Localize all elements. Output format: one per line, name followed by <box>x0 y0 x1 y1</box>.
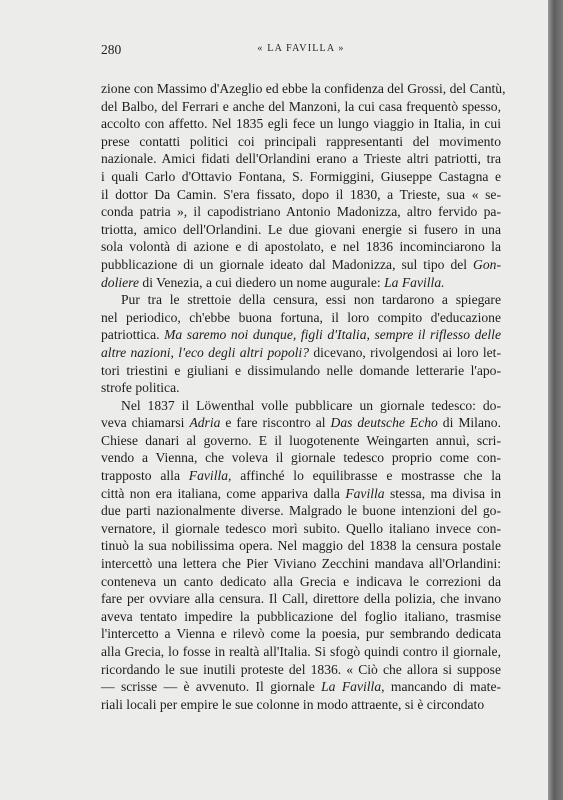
paragraph <box>101 291 501 397</box>
body-text <box>101 80 506 713</box>
scan-background <box>548 0 563 800</box>
text-line: zione con Massimo d'Azeglio ed ebbe la confidenza del Grossi, del Cantù, <box>101 81 506 96</box>
text-line: conda patria », il capodistriano Antonio Madonizza, altro fervido pa- <box>101 204 501 220</box>
text-line: riali locali per empire le sue colonne in modo attraente, si è circondato <box>101 696 485 712</box>
text-line: il dottor Da Camin. S'era fissato, dopo il 1830, a Trieste, sua « se- <box>101 186 501 202</box>
text-line: i quali Carlo d'Ottavio Fontana, S. Formiggini, Giuseppe Castagna e <box>101 168 501 184</box>
text-line: conteneva un canto dedicato alla Grecia e indicava le correzioni da <box>101 573 501 589</box>
text-line: pubblicazione di un giornale ideato dal Madonizza, sul tipo del Gon- <box>101 256 501 272</box>
text-line: vendo a Vienna, che voleva il giornale tedesco proprio come con- <box>101 450 501 466</box>
text-line: Nel 1837 il Löwenthal volle pubblicare un giornale tedesco: do- <box>121 397 501 413</box>
text-line: triotta, amico dell'Orlandini. Le due giovani energie si fusero in una <box>101 221 501 237</box>
running-title: « LA FAVILLA » <box>257 43 345 54</box>
paragraph <box>101 397 501 714</box>
text-line: città non era italiana, come appariva dalla Favilla stessa, ma divisa in <box>101 485 502 501</box>
text-line: aveva tentato impedire la pubblicazione del foglio italiano, trasmise <box>101 608 501 624</box>
text-line: fare per ovviare alla censura. Il Call, direttore della polizia, che invano <box>101 591 501 607</box>
text-line: intercettò una lettera che Pier Viviano Zecchini mandava all'Orlandini: <box>101 556 501 572</box>
text-line: prese contatti politici coi principali rappresentanti del movimento <box>101 133 501 149</box>
text-line: accolto con affetto. Nel 1835 egli fece un lungo viaggio in Italia, in cui <box>101 116 501 132</box>
text-line: sola volontà di azione e di apostolato, e nel 1836 incominciarono la <box>101 239 501 255</box>
text-line: patriottica. Ma saremo noi dunque, figli d'Italia, sempre il riflesso delle <box>101 327 501 343</box>
text-line: tinuò la sua nobilissima opera. Nel maggio del 1838 la censura postale <box>101 538 501 554</box>
text-line: trapposto alla Favilla, affinché lo equilibrasse e mostrasse che la <box>101 468 502 484</box>
text-line: vernatore, il giornale tedesco morì subito. Quello italiano invece con- <box>101 520 501 536</box>
page-number: 280 <box>101 42 122 57</box>
text-line: nel periodico, ch'ebbe buona fortuna, il loro compito d'educazione <box>101 309 501 325</box>
text-line: altre nazioni, l'eco degli altri popoli? dicevano, rivolgendosi ai loro let- <box>101 344 501 360</box>
text-line: — scrisse — è avvenuto. Il giornale La Favilla, mancando di mate- <box>101 679 502 695</box>
text-line: tori triestini e giuliani e dissimulando nelle domande letterarie l'apo- <box>101 362 501 378</box>
text-line: l'intercetto a Vienna e rilevò come la poesia, pur sembrando dedicata <box>101 626 501 642</box>
page-header <box>101 42 501 62</box>
text-line: due parti nazionalmente diverse. Malgrado le buone intenzioni del go- <box>101 503 501 519</box>
paragraph <box>101 80 506 291</box>
text-line: strofe politica. <box>101 380 180 396</box>
text-line: ricordando le sue inutili proteste del 1836. « Ciò che allora si suppose <box>101 661 501 677</box>
text-line: alla Grecia, lo fosse in realtà all'Italia. Si sfogò quindi contro il giornale, <box>101 644 501 659</box>
text-line: del Balbo, del Ferrari e anche del Manzoni, la cui casa frequentò spesso, <box>101 98 501 114</box>
text-line: Pur tra le strettoie della censura, essi non tardarono a spiegare <box>121 292 501 308</box>
text-line: veva chiamarsi Adria e fare riscontro al Das deutsche Echo di Milano. <box>101 415 501 431</box>
text-line: Chiese danari al governo. E il luogotenente Weingarten annuì, scri- <box>101 432 501 448</box>
text-line: nazionale. Amici fidati dell'Orlandini erano a Trieste altri patriotti, tra <box>101 151 501 167</box>
text-line: doliere di Venezia, a cui diedero un nome augurale: La Favilla. <box>101 274 445 290</box>
